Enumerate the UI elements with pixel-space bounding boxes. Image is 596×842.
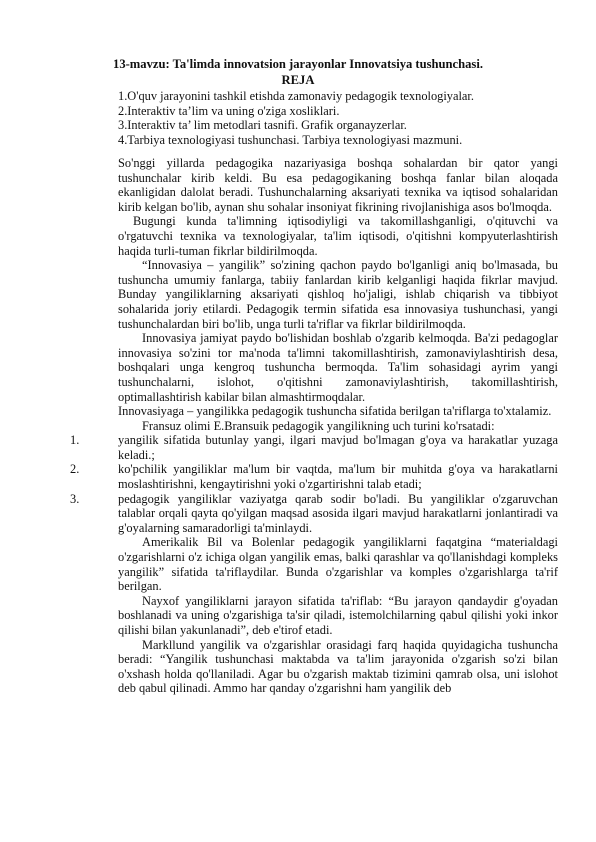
- paragraph: Markllund yangilik va o'zgarishlar orasidagi farq haqida quyidagicha tushuncha beradi: “Yangilik tushunchasi maktabda va ta'lim jarayonida o'zgarish so'zi bilan o'xshash holda qo'llaniladi. Agar bu o'zgarish maktab tizimini qamrab olsa, uni islohot deb qabul qilinadi. Ammo har qanday o'zgarishni ham yangilik deb: [118, 637, 558, 696]
- list-number: 3.: [70, 491, 80, 506]
- plan-list: [118, 89, 558, 147]
- list-item: [70, 462, 558, 492]
- list-item: [70, 491, 558, 536]
- paragraph: Innovasiya jamiyat paydo bo'lishidan boshlab o'zgarib kelmoqda. Ba'zi pedagoglar innovasiya so'zini tor ma'noda ta'limni takomillashtirish, zamonaviylashtirish desa, boshqalari unga kengroq tushuncha bermoqda. Ta'lim sohasidagi ayrim yangi tushunchalarni, islohot, o'qitishni zamonaviylashtirish, takomillashtirish, optimallashtirish kabilar bilan almashtirmoqdalar.: [118, 331, 558, 404]
- page-title: 13-mavzu: Ta'limda innovatsion jarayonlar Innovatsiya tushunchasi.: [113, 57, 483, 71]
- paragraph: Bugungi kunda ta'limning iqtisodiyligi va takomillashganligi, o'qituvchi va o'rgatuvchi texnika va texnologiyalar, ta'lim iqtisodi, o'qitishni kompyuterlashtirish haqida turli-tuman fikrlar bildirilmoqda.: [118, 214, 558, 258]
- paragraph: So'nggi yillarda pedagogika nazariyasiga boshqa sohalardan bir qator yangi tushunchalar kirib keldi. Bu esa pedagogikaning boshqa fanlar bilan aloqada ekanligidan dalolat beradi. Tushunchalarning aksariyati texnika va iqtisod sohalaridan kirib kelgan bo'lib, aynan shu sohalar insoniyat fikrining rivojlanishiga asos bo'lmoqda.: [118, 156, 558, 214]
- plan-item: 1.O'quv jarayonini tashkil etishda zamonaviy pedagogik texnologiyalar.: [118, 89, 474, 103]
- numbered-list: [70, 433, 558, 535]
- list-number: 2.: [70, 462, 80, 477]
- paragraph: Fransuz olimi E.Bransuik pedagogik yangilikning uch turini ko'rsatadi:: [142, 418, 495, 433]
- list-text: ko'pchilik yangiliklar ma'lum bir vaqtda, ma'lum bir muhitda g'oya va harakatlarni moslashtirishni, kengaytirishni yoki o'zgartirishni talab etadi;: [118, 462, 558, 492]
- plan-item: 2.Interaktiv ta’lim va uning o'ziga xosliklari.: [118, 103, 340, 118]
- list-text: pedagogik yangiliklar vaziyatga qarab sodir bo'ladi. Bu yangiliklar o'zgaruvchan talablar orqali qayta qo'yilgan maqsad asosida ilgari mavjud harakatlarni jonlantiradi va g'oyalarning samaradorligi ta'minlaydi.: [118, 491, 558, 535]
- document-body: [70, 156, 558, 696]
- list-number: 1.: [70, 433, 80, 448]
- paragraph: Nayxof yangiliklarni jarayon sifatida ta'riflab: “Bu jarayon qandaydir g'oyadan boshlanadi va uning o'zgarishiga ta'sir qiladi, istemolchilarning qabul qilishi yoki inkor qilishi bilan yakunlanadi”, deb e'tirof etadi.: [118, 593, 558, 637]
- list-text: yangilik sifatida butunlay yangi, ilgari mavjud bo'lmagan g'oya va harakatlar yuzaga keladi.;: [118, 433, 558, 462]
- list-item: [70, 433, 558, 462]
- plan-heading: REJA: [281, 73, 315, 87]
- paragraph: Amerikalik Bil va Bolenlar pedagogik yangiliklarni faqatgina “materialdagi o'zgarishlarni o'z ichiga olgan yangilik emas, balki qarashlar va qo'llanishdagi kompleks yangilik” sifatida ta'riflaydilar. Bunda o'zgarishlar va komples o'zgarishlarga ta'rif berilgan.: [118, 535, 558, 594]
- plan-item: 3.Interaktiv ta’ lim metodlari tasnifi. Grafik organayzerlar.: [118, 118, 407, 133]
- plan-item: 4.Tarbiya texnologiyasi tushunchasi. Tarbiya texnologiyasi mazmuni.: [118, 132, 463, 147]
- paragraph: Innovasiyaga – yangilikka pedagogik tushuncha sifatida berilgan ta'riflarga to'xtalamiz.: [118, 404, 552, 419]
- paragraph: “Innovasiya – yangilik” so'zining qachon paydo bo'lganligi aniq bo'lmasada, bu tushuncha umumiy fanlarga, tabiiy fanlardan kirib kelganligi haqida fikrlar mavjud. Bunday yangiliklarning aksariyati qishloq ho'jaligi, ishlab chiqarish va tibbiyot sohalarida joriy etilardi. Pedagogik termin sifatida esa innovasiya tushunchasi, yangi tushunchalardan biri bo'lib, unga turli ta'riflar va fikrlar bildirilmoqda.: [118, 258, 558, 331]
